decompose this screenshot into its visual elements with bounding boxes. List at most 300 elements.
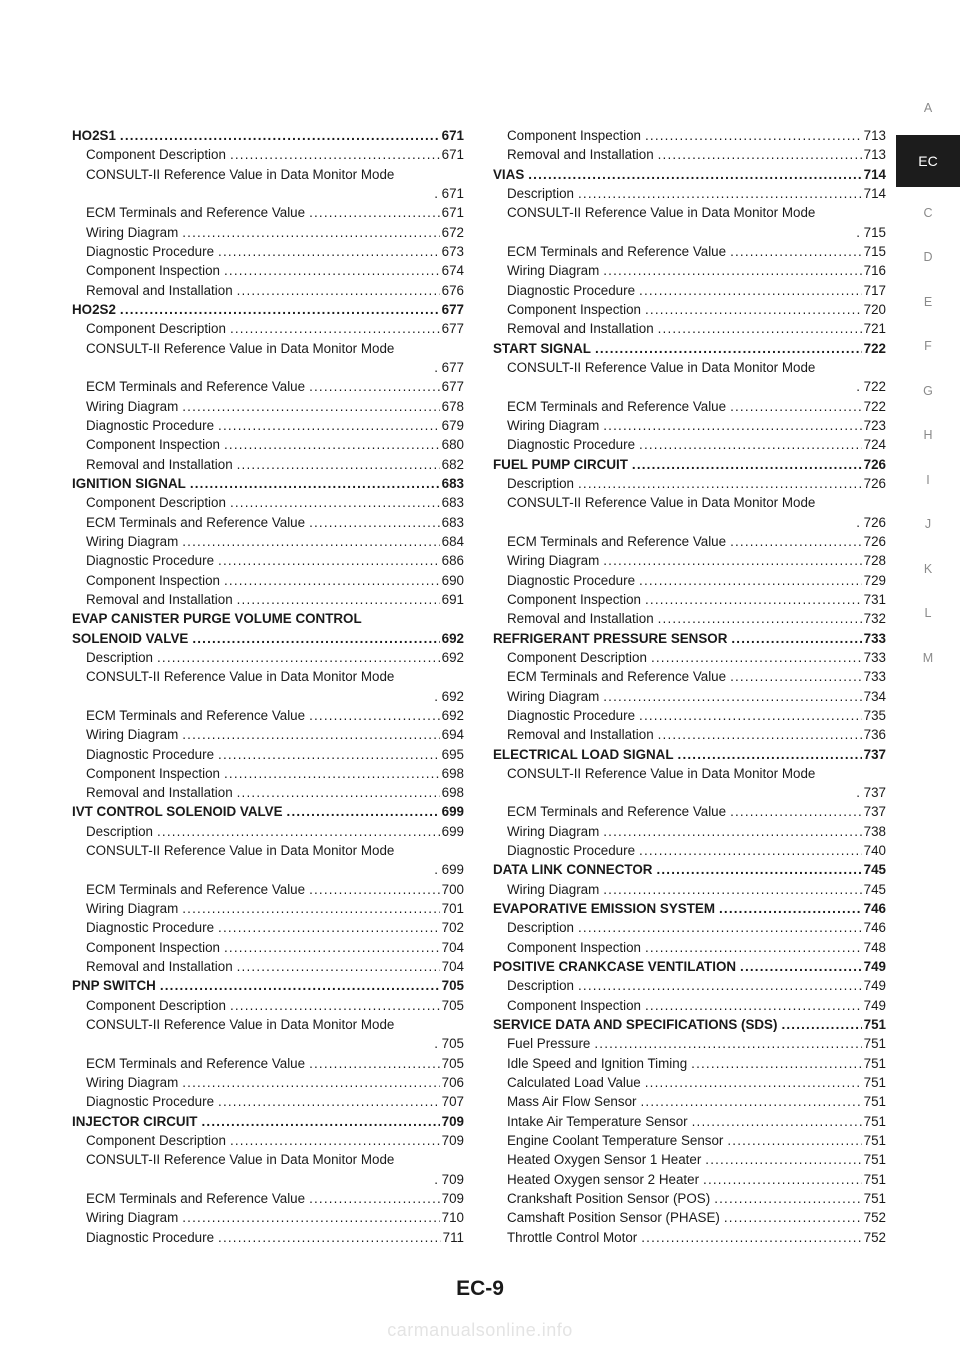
toc-entry[interactable]: [493, 667, 886, 686]
section-tab-a[interactable]: A: [923, 101, 933, 116]
watermark: carmanualsonline.info: [387, 1320, 573, 1340]
dot-leader: [724, 1208, 862, 1227]
toc-page-number: . 726: [856, 513, 886, 532]
toc-entry-title: HO2S1: [72, 128, 116, 143]
toc-entry[interactable]: [493, 590, 886, 609]
toc-entry[interactable]: [493, 203, 886, 222]
toc-entry[interactable]: [72, 841, 464, 860]
toc-entry-continuation[interactable]: [493, 377, 886, 396]
toc-entry-continuation[interactable]: [72, 860, 464, 879]
dot-leader: [603, 261, 861, 280]
toc-entry[interactable]: [493, 532, 886, 551]
toc-entry[interactable]: [72, 551, 464, 570]
dot-leader: [218, 918, 440, 937]
toc-entry-title: Fuel Pressure: [507, 1036, 591, 1052]
toc-entry[interactable]: [493, 1228, 886, 1247]
toc-entry[interactable]: [493, 1208, 886, 1227]
toc-page-number: 686: [441, 553, 464, 569]
toc-page-number: 707: [441, 1094, 464, 1110]
toc-entry[interactable]: [493, 184, 886, 203]
toc-entry[interactable]: [72, 242, 464, 261]
toc-entry-title: Component Description: [507, 649, 647, 665]
toc-page-number: . 671: [434, 184, 464, 203]
dot-leader: [182, 223, 439, 242]
toc-entry[interactable]: [72, 1208, 464, 1227]
toc-entry[interactable]: [72, 1150, 464, 1169]
section-tab-f[interactable]: F: [924, 339, 932, 354]
toc-section-heading[interactable]: [72, 126, 464, 145]
toc-page-number: 714: [863, 166, 886, 182]
toc-entry-title: Component Description: [86, 321, 226, 337]
dot-leader: [645, 996, 862, 1015]
toc-page-number: . 737: [856, 783, 886, 802]
toc-entry[interactable]: [72, 1189, 464, 1208]
toc-entry-title: CONSULT-II Reference Value in Data Monitor Mode: [86, 843, 395, 859]
toc-entry[interactable]: [72, 725, 464, 744]
toc-entry[interactable]: [72, 996, 464, 1015]
toc-entry-title: Wiring Diagram: [507, 263, 600, 279]
toc-page-number: 751: [863, 1055, 886, 1071]
toc-entry[interactable]: [72, 899, 464, 918]
toc-page-number: 751: [863, 1171, 886, 1187]
toc-entry-continuation[interactable]: [72, 1170, 464, 1189]
toc-page-number: 735: [863, 707, 886, 723]
toc-page-number: 723: [863, 417, 886, 433]
toc-page-number: 698: [441, 765, 464, 781]
section-tab-i[interactable]: I: [926, 472, 930, 487]
toc-entry-title: SOLENOID VALVE: [72, 630, 189, 646]
section-tab-d[interactable]: D: [923, 250, 933, 265]
toc-entry[interactable]: [72, 416, 464, 435]
dot-leader: [645, 1073, 862, 1092]
dot-leader: [182, 532, 439, 551]
toc-entry-title: Removal and Installation: [507, 611, 654, 627]
toc-section-heading[interactable]: [493, 455, 886, 474]
toc-entry-title: Component Inspection: [507, 301, 641, 317]
toc-entry-title: Diagnostic Procedure: [86, 417, 215, 433]
toc-entry-title: IGNITION SIGNAL: [72, 475, 186, 491]
toc-entry[interactable]: [493, 571, 886, 590]
toc-page-number: 716: [863, 263, 886, 279]
toc-section-heading[interactable]: [72, 629, 464, 648]
toc-entry-title: CONSULT-II Reference Value in Data Monitor Mode: [507, 495, 816, 511]
toc-page-number: 720: [863, 301, 886, 317]
toc-entry[interactable]: [72, 1228, 464, 1247]
toc-entry-title: ECM Terminals and Reference Value: [507, 243, 727, 259]
toc-page-number: 733: [863, 669, 886, 685]
dot-leader: [182, 397, 439, 416]
toc-entry-title: ELECTRICAL LOAD SIGNAL: [493, 746, 674, 762]
toc-entry[interactable]: [493, 435, 886, 454]
toc-section-heading[interactable]: [493, 629, 886, 648]
dot-leader: [224, 764, 440, 783]
toc-entry[interactable]: [72, 880, 464, 899]
toc-entry-title: Removal and Installation: [507, 727, 654, 743]
toc-page-number: 701: [441, 901, 464, 917]
toc-page-number: 751: [863, 1036, 886, 1052]
toc-entry-title: Diagnostic Procedure: [86, 553, 215, 569]
toc-entry-title: Wiring Diagram: [507, 823, 600, 839]
toc-entry[interactable]: [72, 145, 464, 164]
toc-entry[interactable]: [72, 1092, 464, 1111]
toc-entry-title: Diagnostic Procedure: [86, 746, 215, 762]
toc-section-heading[interactable]: [72, 609, 464, 628]
toc-entry-continuation[interactable]: [72, 358, 464, 377]
dot-leader: [237, 957, 440, 976]
toc-entry[interactable]: [493, 918, 886, 937]
toc-section-heading[interactable]: [493, 899, 886, 918]
toc-page-number: 704: [441, 939, 464, 955]
toc-entry[interactable]: [493, 493, 886, 512]
toc-entry[interactable]: [493, 1034, 886, 1053]
toc-entry-title: IVT CONTROL SOLENOID VALVE: [72, 804, 283, 820]
toc-entry[interactable]: [493, 802, 886, 821]
toc-entry-title: Diagnostic Procedure: [86, 1229, 215, 1245]
toc-entry-title: Camshaft Position Sensor (PHASE): [507, 1210, 720, 1226]
toc-page-number: 729: [863, 572, 886, 588]
toc-entry[interactable]: [72, 223, 464, 242]
toc-entry-title: Crankshaft Position Sensor (POS): [507, 1191, 711, 1207]
toc-entry[interactable]: [72, 957, 464, 976]
dot-leader: [237, 281, 440, 300]
toc-entry[interactable]: [493, 841, 886, 860]
toc-entry-continuation[interactable]: [493, 223, 886, 242]
dot-leader: [218, 242, 440, 261]
dot-leader: [224, 571, 440, 590]
toc-entry-title: Calculated Load Value: [507, 1075, 641, 1091]
toc-page-number: 713: [863, 128, 886, 143]
toc-entry[interactable]: [493, 687, 886, 706]
toc-page-number: 699: [441, 823, 464, 839]
toc-entry[interactable]: [493, 1073, 886, 1092]
toc-entry[interactable]: [493, 1092, 886, 1111]
toc-page-number: 677: [441, 301, 464, 317]
toc-section-heading[interactable]: [72, 1112, 464, 1131]
dot-leader: [656, 860, 861, 879]
toc-entry-title: Diagnostic Procedure: [507, 572, 636, 588]
toc-page-number: 737: [863, 804, 886, 820]
toc-entry-title: Wiring Diagram: [86, 1075, 179, 1091]
toc-entry-continuation[interactable]: [72, 1034, 464, 1053]
toc-section-heading[interactable]: [72, 802, 464, 821]
toc-entry[interactable]: [493, 126, 886, 145]
toc-entry[interactable]: [72, 745, 464, 764]
dot-leader: [705, 1150, 861, 1169]
toc-page-number: 700: [441, 881, 464, 897]
toc-section-heading[interactable]: [493, 1015, 886, 1034]
dot-leader: [230, 145, 440, 164]
toc-entry[interactable]: [493, 358, 886, 377]
toc-page-number: 726: [863, 533, 886, 549]
toc-entry[interactable]: [72, 1073, 464, 1092]
section-index-tabs: [896, 86, 960, 680]
toc-page-number: 671: [441, 128, 464, 143]
toc-entry[interactable]: [72, 706, 464, 725]
toc-entry-continuation[interactable]: [72, 184, 464, 203]
toc-entry-title: Component Inspection: [507, 128, 641, 143]
toc-entry[interactable]: [72, 764, 464, 783]
toc-entry[interactable]: [72, 571, 464, 590]
toc-entry[interactable]: [493, 880, 886, 899]
toc-entry-title: CONSULT-II Reference Value in Data Monitor Mode: [86, 1152, 395, 1168]
toc-page-number: 671: [441, 205, 464, 221]
toc-entry[interactable]: [72, 938, 464, 957]
toc-entry[interactable]: [493, 1112, 886, 1131]
dot-leader: [309, 706, 440, 725]
dot-leader: [740, 957, 862, 976]
toc-page-number: 709: [441, 1113, 464, 1129]
toc-entry-title: Diagnostic Procedure: [507, 282, 636, 298]
toc-entry-title: ECM Terminals and Reference Value: [86, 881, 306, 897]
toc-page-number: . 692: [434, 687, 464, 706]
toc-entry-title: PNP SWITCH: [72, 978, 156, 994]
toc-page-number: 726: [863, 475, 886, 491]
toc-entry[interactable]: [72, 455, 464, 474]
dot-leader: [218, 416, 440, 435]
toc-entry-title: ECM Terminals and Reference Value: [86, 1055, 306, 1071]
section-tab-g[interactable]: G: [923, 383, 933, 398]
toc-entry[interactable]: [72, 667, 464, 686]
toc-entry[interactable]: [493, 474, 886, 493]
toc-entry[interactable]: [72, 822, 464, 841]
dot-leader: [218, 745, 440, 764]
toc-page-number: 751: [863, 1113, 886, 1129]
toc-page-number: 713: [863, 147, 886, 163]
toc-entry-title: Removal and Installation: [507, 147, 654, 163]
toc-section-heading[interactable]: [493, 957, 886, 976]
toc-page-number: 683: [441, 475, 464, 491]
toc-entry[interactable]: [72, 1015, 464, 1034]
toc-entry[interactable]: [72, 377, 464, 396]
toc-entry-title: Description: [507, 185, 574, 201]
toc-entry[interactable]: [493, 1131, 886, 1150]
dot-leader: [645, 938, 862, 957]
dot-leader: [218, 1228, 441, 1247]
toc-entry[interactable]: [72, 339, 464, 358]
toc-entry[interactable]: [72, 532, 464, 551]
dot-leader: [727, 1131, 861, 1150]
toc-entry[interactable]: [493, 416, 886, 435]
dot-leader: [691, 1054, 862, 1073]
dot-leader: [641, 1228, 861, 1247]
toc-entry-title: CONSULT-II Reference Value in Data Monitor Mode: [86, 669, 395, 685]
toc-entry[interactable]: [493, 976, 886, 995]
dot-leader: [309, 203, 440, 222]
toc-entry-title: Component Description: [86, 997, 226, 1013]
toc-page-number: . 699: [434, 860, 464, 879]
toc-page-number: 715: [863, 243, 886, 259]
toc-section-heading[interactable]: [72, 474, 464, 493]
dot-leader: [730, 802, 862, 821]
toc-entry-title: SERVICE DATA AND SPECIFICATIONS (SDS): [493, 1017, 778, 1033]
toc-entry-title: CONSULT-II Reference Value in Data Monitor Mode: [86, 340, 395, 356]
toc-section-heading[interactable]: [72, 976, 464, 995]
toc-page-number: 751: [863, 1075, 886, 1091]
toc-entry-title: POSITIVE CRANKCASE VENTILATION: [493, 959, 737, 975]
dot-leader: [230, 1131, 440, 1150]
toc-entry-title: Component Inspection: [86, 263, 220, 279]
dot-leader: [120, 300, 440, 319]
toc-entry-title: Throttle Control Motor: [507, 1229, 638, 1245]
toc-section-heading[interactable]: [493, 339, 886, 358]
toc-page-number: 694: [441, 727, 464, 743]
toc-entry[interactable]: [72, 203, 464, 222]
dot-leader: [640, 1092, 861, 1111]
section-tab-c[interactable]: C: [923, 205, 933, 220]
toc-entry[interactable]: [493, 725, 886, 744]
toc-entry[interactable]: [72, 319, 464, 338]
toc-entry[interactable]: [493, 1150, 886, 1169]
toc-section-heading[interactable]: [493, 745, 886, 764]
toc-entry[interactable]: [493, 764, 886, 783]
dot-leader: [182, 899, 439, 918]
toc-entry-title: ECM Terminals and Reference Value: [507, 533, 727, 549]
dot-leader: [157, 648, 440, 667]
section-tab-l[interactable]: L: [924, 606, 932, 621]
toc-page-number: 726: [863, 456, 886, 472]
toc-entry[interactable]: [72, 165, 464, 184]
toc-entry[interactable]: [72, 590, 464, 609]
toc-entry[interactable]: [493, 145, 886, 164]
toc-entry-continuation[interactable]: [72, 687, 464, 706]
dot-leader: [218, 1092, 440, 1111]
dot-leader: [578, 474, 862, 493]
toc-entry[interactable]: [493, 996, 886, 1015]
toc-entry[interactable]: [493, 1054, 886, 1073]
toc-entry[interactable]: [72, 435, 464, 454]
toc-page-number: 684: [441, 533, 464, 549]
toc-section-heading[interactable]: [493, 165, 886, 184]
toc-entry[interactable]: [493, 822, 886, 841]
toc-entry-title: Wiring Diagram: [86, 224, 179, 240]
toc-page-number: . 715: [856, 223, 886, 242]
dot-leader: [230, 319, 440, 338]
toc-entry[interactable]: [493, 1189, 886, 1208]
toc-page-number: 706: [441, 1075, 464, 1091]
toc-entry-title: Component Inspection: [86, 939, 220, 955]
dot-leader: [639, 841, 862, 860]
dot-leader: [603, 687, 861, 706]
toc-section-heading[interactable]: [493, 860, 886, 879]
dot-leader: [603, 416, 861, 435]
toc-page-number: 721: [863, 321, 886, 337]
toc-entry[interactable]: [493, 300, 886, 319]
toc-entry[interactable]: [493, 319, 886, 338]
toc-entry-title: Mass Air Flow Sensor: [507, 1094, 637, 1110]
section-tab-e[interactable]: E: [923, 294, 933, 309]
dot-leader: [731, 629, 861, 648]
toc-entry-title: Intake Air Temperature Sensor: [507, 1113, 688, 1129]
toc-entry-title: Description: [507, 978, 574, 994]
dot-leader: [658, 725, 862, 744]
toc-entry[interactable]: [72, 281, 464, 300]
toc-entry-title: Removal and Installation: [86, 456, 233, 472]
toc-entry[interactable]: [493, 706, 886, 725]
toc-entry-title: Wiring Diagram: [507, 881, 600, 897]
toc-entry[interactable]: [72, 648, 464, 667]
toc-entry-continuation[interactable]: [493, 783, 886, 802]
toc-entry[interactable]: [493, 609, 886, 628]
section-tab-k[interactable]: K: [923, 561, 933, 576]
toc-page-number: 749: [863, 959, 886, 975]
toc-page-number: 746: [863, 901, 886, 917]
toc-page-number: 690: [441, 572, 464, 588]
toc-entry[interactable]: [493, 551, 886, 570]
dot-leader: [692, 1112, 862, 1131]
toc-entry-title: CONSULT-II Reference Value in Data Monitor Mode: [86, 166, 395, 182]
dot-leader: [639, 435, 862, 454]
dot-leader: [309, 1189, 440, 1208]
dot-leader: [309, 1054, 440, 1073]
section-tab-ec[interactable]: EC: [896, 135, 960, 187]
toc-entry-title: Wiring Diagram: [507, 417, 600, 433]
toc-entry-continuation[interactable]: [493, 513, 886, 532]
section-tab-j[interactable]: J: [924, 517, 932, 532]
toc-entry[interactable]: [493, 261, 886, 280]
dot-leader: [678, 745, 862, 764]
toc-entry-title: Wiring Diagram: [507, 688, 600, 704]
toc-entry-title: Component Inspection: [507, 997, 641, 1013]
toc-page-number: 746: [863, 920, 886, 936]
toc-entry-title: ECM Terminals and Reference Value: [86, 514, 306, 530]
toc-page-number: 714: [863, 185, 886, 201]
toc-entry[interactable]: [72, 783, 464, 802]
toc-entry[interactable]: [72, 513, 464, 532]
dot-leader: [658, 609, 862, 628]
dot-leader: [224, 938, 440, 957]
toc-page-number: 704: [441, 959, 464, 975]
toc-entry[interactable]: [493, 242, 886, 261]
toc-entry[interactable]: [493, 1170, 886, 1189]
toc-entry[interactable]: [493, 648, 886, 667]
toc-page-number: 722: [863, 398, 886, 414]
toc-entry-title: Removal and Installation: [86, 591, 233, 607]
page-number: EC-9: [456, 1277, 504, 1300]
toc-entry[interactable]: [72, 1131, 464, 1150]
toc-entry-title: Component Inspection: [507, 939, 641, 955]
dot-leader: [309, 377, 440, 396]
toc-entry[interactable]: [72, 397, 464, 416]
toc-entry-title: Wiring Diagram: [86, 533, 179, 549]
toc-entry[interactable]: [72, 1054, 464, 1073]
dot-leader: [703, 1170, 862, 1189]
toc-entry-title: Wiring Diagram: [507, 553, 600, 569]
toc-entry[interactable]: [493, 397, 886, 416]
toc-page-number: 733: [863, 649, 886, 665]
toc-page-number: 748: [863, 939, 886, 955]
toc-entry[interactable]: [72, 918, 464, 937]
toc-entry-title: ECM Terminals and Reference Value: [507, 669, 727, 685]
dot-leader: [651, 648, 862, 667]
toc-page-number: 738: [863, 823, 886, 839]
toc-page-number: 678: [441, 398, 464, 414]
dot-leader: [594, 1034, 861, 1053]
section-tab-h[interactable]: H: [923, 428, 933, 443]
dot-leader: [730, 242, 862, 261]
dot-leader: [578, 918, 862, 937]
toc-page-number: 692: [441, 630, 464, 646]
toc-entry[interactable]: [72, 261, 464, 280]
toc-page-number: 692: [441, 707, 464, 723]
toc-entry[interactable]: [72, 493, 464, 512]
toc-section-heading[interactable]: [72, 300, 464, 319]
toc-entry[interactable]: [493, 281, 886, 300]
toc-entry-title: Component Inspection: [86, 437, 220, 453]
toc-entry-title: Removal and Installation: [507, 321, 654, 337]
toc-entry[interactable]: [493, 938, 886, 957]
section-tab-m[interactable]: M: [922, 650, 934, 665]
dot-leader: [639, 571, 862, 590]
